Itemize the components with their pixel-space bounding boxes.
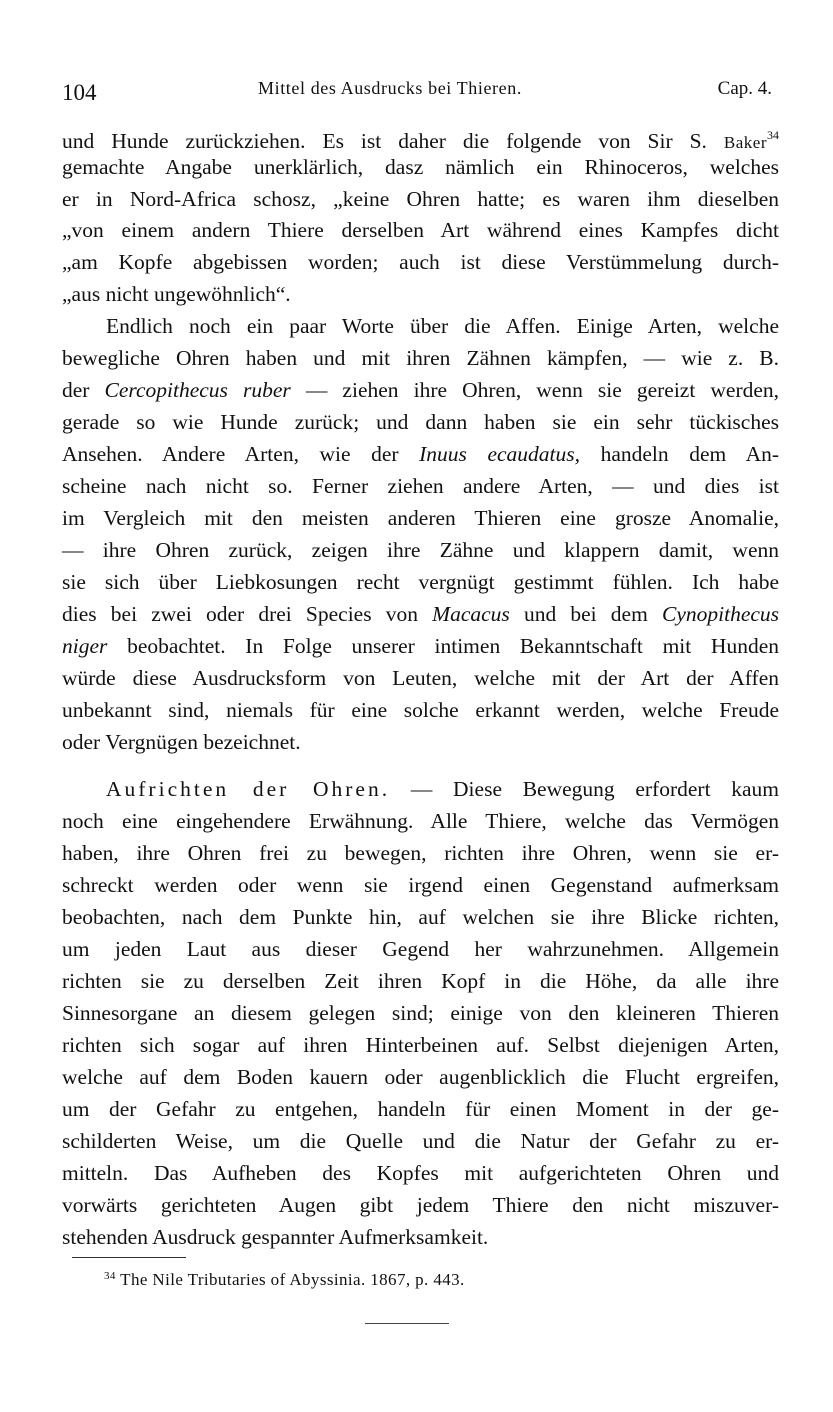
text-span: und Hunde zurückziehen. Es ist daher die folgende von Sir S.	[62, 129, 707, 153]
text-span: handeln dem An-	[600, 442, 780, 466]
text-line: stehenden Ausdruck gespannter Aufmerksamkeit.	[62, 1225, 489, 1249]
text-line: vorwärts gerichteten Augen gibt jedem Thiere den nicht miszuver-	[62, 1193, 779, 1217]
text-line: bewegliche Ohren haben und mit ihren Zähnen kämpfen, — wie z. B.	[62, 346, 779, 370]
text-line: Sinnesorgane an diesem gelegen sind; einige von den kleineren Thieren	[62, 1001, 779, 1025]
text-line: — ihre Ohren zurück, zeigen ihre Zähne und klappern damit, wenn	[62, 538, 779, 562]
genus-name: Macacus	[432, 602, 510, 626]
text-line	[62, 599, 779, 630]
footnote-reference: 34	[767, 128, 779, 142]
text-line: er in Nord-Africa schosz, „keine Ohren hatte; es waren ihm dieselben	[62, 187, 779, 211]
text-line: unbekannt sind, niemals für eine solche erkannt werden, welche Freude	[62, 698, 779, 722]
genus-name: Cynopithecus	[662, 602, 780, 626]
end-divider	[365, 1323, 449, 1324]
text-line	[62, 375, 779, 406]
text-line: Endlich noch ein paar Worte über die Affen. Einige Arten, welche	[106, 314, 779, 338]
text-span: Ansehen. Andere Arten, wie der	[62, 442, 399, 466]
text-line	[106, 774, 779, 805]
text-line: gemachte Angabe unerklärlich, dasz nämlich ein Rhinoceros, welches	[62, 155, 779, 179]
text-line: „am Kopfe abgebissen worden; auch ist diese Verstümmelung durch-	[62, 250, 779, 274]
text-span: — Diese Bewegung erfordert kaum	[410, 777, 780, 801]
footnote-divider	[72, 1257, 186, 1258]
text-span: dies bei zwei oder drei Species von	[62, 602, 418, 626]
chapter-label: Cap. 4.	[717, 78, 772, 99]
text-line	[62, 439, 779, 470]
text-line: richten sie zu derselben Zeit ihren Kopf in die Höhe, da alle ihre	[62, 969, 779, 993]
text-line: „von einem andern Thiere derselben Art während eines Kampfes dicht	[62, 218, 779, 242]
text-line	[62, 631, 779, 662]
text-span: und bei dem	[523, 602, 648, 626]
text-line: haben, ihre Ohren frei zu bewegen, richten ihre Ohren, wenn sie er-	[62, 841, 779, 865]
text-span: beobachtet. In Folge unserer intimen Bekanntschaft mit Hunden	[127, 634, 780, 658]
text-line: schilderten Weise, um die Quelle und die Natur der Gefahr zu er-	[62, 1129, 779, 1153]
species-name: Cercopithecus ruber	[104, 378, 291, 402]
footnote-text: The Nile Tributaries of Abyssinia. 1867, p. 443.	[120, 1270, 465, 1289]
section-heading: Aufrichten der Ohren.	[106, 777, 391, 801]
text-span: der	[62, 378, 90, 402]
text-line: im Vergleich mit den meisten anderen Thieren eine grosze Anomalie,	[62, 506, 779, 530]
text-line: „aus nicht ungewöhnlich“.	[62, 282, 291, 306]
text-line: oder Vergnügen bezeichnet.	[62, 730, 301, 754]
page-header	[62, 78, 772, 108]
text-line: gerade so wie Hunde zurück; und dann haben sie ein sehr tückisches	[62, 410, 779, 434]
page-number: 104	[62, 80, 97, 105]
text-line: schreckt werden oder wenn sie irgend einen Gegenstand aufmerksam	[62, 873, 779, 897]
author-name: Baker	[723, 133, 767, 152]
text-line: sie sich über Liebkosungen recht vergnügt gestimmt fühlen. Ich habe	[62, 570, 779, 594]
text-span: — ziehen ihre Ohren, wenn sie gereizt werden,	[305, 378, 780, 402]
text-line: richten sich sogar auf ihren Hinterbeinen auf. Selbst diejenigen Arten,	[62, 1033, 779, 1057]
text-line: beobachten, nach dem Punkte hin, auf welchen sie ihre Blicke richten,	[62, 905, 779, 929]
running-title: Mittel des Ausdrucks bei Thieren.	[258, 78, 522, 98]
text-line: welche auf dem Boden kauern oder augenblicklich die Flucht ergreifen,	[62, 1065, 779, 1089]
text-line: scheine nach nicht so. Ferner ziehen andere Arten, — und dies ist	[62, 474, 779, 498]
text-line: noch eine eingehendere Erwähnung. Alle Thiere, welche das Vermögen	[62, 809, 779, 833]
species-name: Inuus ecaudatus,	[419, 442, 581, 466]
text-line: würde diese Ausdrucksform von Leuten, welche mit der Art der Affen	[62, 666, 779, 690]
text-line: mitteln. Das Aufheben des Kopfes mit aufgerichteten Ohren und	[62, 1161, 779, 1185]
footnote	[104, 1270, 465, 1290]
text-line: um jeden Laut aus dieser Gegend her wahrzunehmen. Allgemein	[62, 937, 779, 961]
footnote-mark: 34	[104, 1270, 116, 1282]
species-name: niger	[62, 634, 108, 658]
text-line: um der Gefahr zu entgehen, handeln für einen Moment in der ge-	[62, 1097, 779, 1121]
